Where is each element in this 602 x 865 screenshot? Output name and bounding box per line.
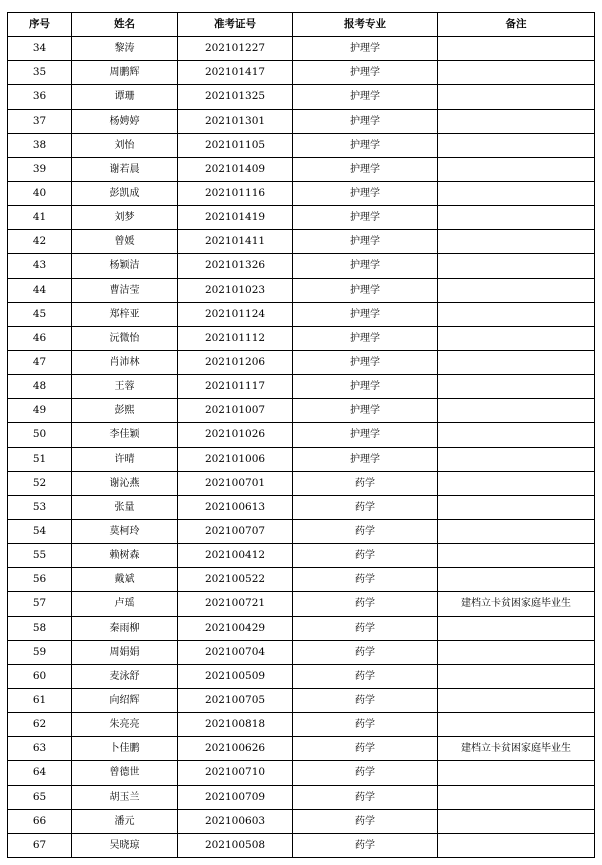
cell-exam-id: 202100721 [178, 592, 293, 616]
cell-major: 护理学 [293, 375, 438, 399]
cell-exam-id: 202100613 [178, 495, 293, 519]
cell-major: 药学 [293, 761, 438, 785]
cell-name: 许晴 [72, 447, 178, 471]
cell-major: 护理学 [293, 350, 438, 374]
cell-name: 周娟娟 [72, 640, 178, 664]
cell-index: 42 [8, 230, 72, 254]
cell-index: 61 [8, 688, 72, 712]
cell-remark [438, 181, 595, 205]
cell-index: 44 [8, 278, 72, 302]
table-row [8, 833, 595, 857]
cell-index: 37 [8, 109, 72, 133]
cell-major: 药学 [293, 809, 438, 833]
cell-name: 周鹏辉 [72, 61, 178, 85]
cell-index: 53 [8, 495, 72, 519]
cell-remark [438, 495, 595, 519]
cell-major: 护理学 [293, 181, 438, 205]
table-row [8, 375, 595, 399]
cell-major: 药学 [293, 616, 438, 640]
table-row [8, 423, 595, 447]
table-row [8, 157, 595, 181]
cell-remark [438, 616, 595, 640]
cell-name: 彭凯成 [72, 181, 178, 205]
cell-major: 护理学 [293, 254, 438, 278]
table-row [8, 447, 595, 471]
cell-exam-id: 202101409 [178, 157, 293, 181]
cell-major: 药学 [293, 785, 438, 809]
table-row [8, 61, 595, 85]
cell-name: 张量 [72, 495, 178, 519]
table-row [8, 302, 595, 326]
cell-exam-id: 202101116 [178, 181, 293, 205]
cell-major: 护理学 [293, 302, 438, 326]
cell-remark [438, 230, 595, 254]
table-row [8, 713, 595, 737]
cell-exam-id: 202101206 [178, 350, 293, 374]
cell-name: 曹洁莹 [72, 278, 178, 302]
cell-name: 曾德世 [72, 761, 178, 785]
cell-remark [438, 133, 595, 157]
cell-major: 护理学 [293, 278, 438, 302]
cell-remark [438, 254, 595, 278]
table-row [8, 519, 595, 543]
cell-major: 护理学 [293, 157, 438, 181]
cell-index: 40 [8, 181, 72, 205]
cell-name: 谢若晨 [72, 157, 178, 181]
cell-index: 55 [8, 544, 72, 568]
cell-exam-id: 202101301 [178, 109, 293, 133]
cell-remark [438, 447, 595, 471]
cell-index: 54 [8, 519, 72, 543]
cell-exam-id: 202101411 [178, 230, 293, 254]
cell-remark [438, 568, 595, 592]
cell-remark [438, 399, 595, 423]
table-row [8, 230, 595, 254]
cell-exam-id: 202100709 [178, 785, 293, 809]
cell-exam-id: 202101326 [178, 254, 293, 278]
cell-major: 药学 [293, 737, 438, 761]
cell-index: 45 [8, 302, 72, 326]
cell-exam-id: 202101419 [178, 206, 293, 230]
cell-major: 药学 [293, 471, 438, 495]
table-row [8, 399, 595, 423]
header-index: 序号 [8, 13, 72, 37]
table-row [8, 688, 595, 712]
cell-exam-id: 202100508 [178, 833, 293, 857]
cell-major: 护理学 [293, 423, 438, 447]
cell-name: 杨颖洁 [72, 254, 178, 278]
header-remark: 备注 [438, 13, 595, 37]
cell-exam-id: 202100603 [178, 809, 293, 833]
cell-major: 药学 [293, 833, 438, 857]
cell-remark [438, 423, 595, 447]
table-row [8, 568, 595, 592]
cell-major: 护理学 [293, 109, 438, 133]
cell-index: 62 [8, 713, 72, 737]
cell-remark [438, 109, 595, 133]
table-row [8, 592, 595, 616]
table-row [8, 181, 595, 205]
cell-major: 护理学 [293, 447, 438, 471]
cell-index: 38 [8, 133, 72, 157]
cell-exam-id: 202100710 [178, 761, 293, 785]
cell-remark [438, 761, 595, 785]
cell-major: 药学 [293, 519, 438, 543]
cell-exam-id: 202100818 [178, 713, 293, 737]
cell-major: 护理学 [293, 85, 438, 109]
cell-major: 护理学 [293, 133, 438, 157]
cell-index: 41 [8, 206, 72, 230]
cell-exam-id: 202100701 [178, 471, 293, 495]
table-row [8, 664, 595, 688]
cell-remark: 建档立卡贫困家庭毕业生 [438, 737, 595, 761]
header-name: 姓名 [72, 13, 178, 37]
cell-major: 药学 [293, 544, 438, 568]
cell-index: 51 [8, 447, 72, 471]
cell-exam-id: 202100626 [178, 737, 293, 761]
cell-name: 吴晓琼 [72, 833, 178, 857]
cell-remark [438, 326, 595, 350]
table-row [8, 109, 595, 133]
cell-index: 43 [8, 254, 72, 278]
cell-name: 谢沁燕 [72, 471, 178, 495]
cell-remark [438, 278, 595, 302]
cell-name: 戴斌 [72, 568, 178, 592]
cell-name: 莫柯玲 [72, 519, 178, 543]
cell-exam-id: 202101006 [178, 447, 293, 471]
table-row [8, 326, 595, 350]
cell-remark [438, 688, 595, 712]
cell-exam-id: 202101007 [178, 399, 293, 423]
cell-name: 卢瑶 [72, 592, 178, 616]
cell-major: 护理学 [293, 206, 438, 230]
cell-major: 护理学 [293, 326, 438, 350]
cell-index: 52 [8, 471, 72, 495]
cell-index: 58 [8, 616, 72, 640]
cell-remark [438, 85, 595, 109]
cell-major: 药学 [293, 688, 438, 712]
cell-remark [438, 544, 595, 568]
cell-remark [438, 713, 595, 737]
cell-exam-id: 202101105 [178, 133, 293, 157]
cell-exam-id: 202101124 [178, 302, 293, 326]
cell-remark [438, 833, 595, 857]
cell-index: 67 [8, 833, 72, 857]
cell-name: 向绍辉 [72, 688, 178, 712]
cell-name: 彭熙 [72, 399, 178, 423]
table-row [8, 737, 595, 761]
cell-exam-id: 202101112 [178, 326, 293, 350]
table-row [8, 254, 595, 278]
cell-name: 麦泳舒 [72, 664, 178, 688]
cell-remark [438, 157, 595, 181]
cell-major: 药学 [293, 713, 438, 737]
cell-major: 护理学 [293, 37, 438, 61]
cell-major: 护理学 [293, 61, 438, 85]
table-row [8, 544, 595, 568]
cell-name: 刘怡 [72, 133, 178, 157]
cell-name: 王蓉 [72, 375, 178, 399]
cell-name: 肖沛林 [72, 350, 178, 374]
cell-name: 杨娉婷 [72, 109, 178, 133]
cell-exam-id: 202101117 [178, 375, 293, 399]
table-row [8, 809, 595, 833]
cell-exam-id: 202101227 [178, 37, 293, 61]
cell-name: 潘元 [72, 809, 178, 833]
cell-index: 63 [8, 737, 72, 761]
cell-name: 沅微怡 [72, 326, 178, 350]
cell-exam-id: 202100704 [178, 640, 293, 664]
header-exam-id: 准考证号 [178, 13, 293, 37]
cell-name: 胡玉兰 [72, 785, 178, 809]
cell-remark [438, 809, 595, 833]
cell-remark [438, 471, 595, 495]
cell-name: 李佳颖 [72, 423, 178, 447]
cell-index: 50 [8, 423, 72, 447]
cell-index: 46 [8, 326, 72, 350]
cell-exam-id: 202101325 [178, 85, 293, 109]
cell-index: 56 [8, 568, 72, 592]
table-row [8, 133, 595, 157]
cell-index: 49 [8, 399, 72, 423]
cell-name: 赖树森 [72, 544, 178, 568]
cell-name: 谭珊 [72, 85, 178, 109]
table-row [8, 616, 595, 640]
cell-remark [438, 302, 595, 326]
cell-exam-id: 202100705 [178, 688, 293, 712]
table-row [8, 37, 595, 61]
table-row [8, 85, 595, 109]
header-major: 报考专业 [293, 13, 438, 37]
table-row [8, 785, 595, 809]
cell-remark [438, 37, 595, 61]
cell-index: 47 [8, 350, 72, 374]
cell-exam-id: 202101023 [178, 278, 293, 302]
table-row [8, 640, 595, 664]
cell-name: 朱亮亮 [72, 713, 178, 737]
cell-remark [438, 375, 595, 399]
cell-remark [438, 350, 595, 374]
cell-index: 59 [8, 640, 72, 664]
cell-index: 64 [8, 761, 72, 785]
table-row [8, 206, 595, 230]
cell-major: 护理学 [293, 230, 438, 254]
cell-name: 郑梓亚 [72, 302, 178, 326]
cell-index: 57 [8, 592, 72, 616]
cell-index: 65 [8, 785, 72, 809]
cell-remark [438, 206, 595, 230]
cell-exam-id: 202101417 [178, 61, 293, 85]
cell-name: 秦雨柳 [72, 616, 178, 640]
cell-major: 药学 [293, 495, 438, 519]
cell-major: 护理学 [293, 399, 438, 423]
cell-remark [438, 785, 595, 809]
cell-index: 66 [8, 809, 72, 833]
results-table-container [7, 12, 594, 858]
cell-major: 药学 [293, 568, 438, 592]
cell-remark [438, 61, 595, 85]
cell-index: 48 [8, 375, 72, 399]
cell-remark [438, 664, 595, 688]
table-body [8, 37, 595, 858]
candidate-table [7, 12, 595, 858]
cell-major: 药学 [293, 640, 438, 664]
table-row [8, 761, 595, 785]
cell-remark: 建档立卡贫困家庭毕业生 [438, 592, 595, 616]
cell-name: 曾媛 [72, 230, 178, 254]
cell-exam-id: 202100509 [178, 664, 293, 688]
table-row [8, 350, 595, 374]
cell-index: 34 [8, 37, 72, 61]
cell-remark [438, 640, 595, 664]
cell-exam-id: 202100707 [178, 519, 293, 543]
cell-exam-id: 202100429 [178, 616, 293, 640]
table-row [8, 495, 595, 519]
cell-exam-id: 202101026 [178, 423, 293, 447]
cell-name: 黎涛 [72, 37, 178, 61]
cell-exam-id: 202100522 [178, 568, 293, 592]
cell-index: 35 [8, 61, 72, 85]
cell-index: 39 [8, 157, 72, 181]
table-row [8, 471, 595, 495]
table-header-row [8, 13, 595, 37]
cell-name: 卜佳鹏 [72, 737, 178, 761]
cell-index: 36 [8, 85, 72, 109]
cell-name: 刘梦 [72, 206, 178, 230]
table-row [8, 278, 595, 302]
cell-major: 药学 [293, 664, 438, 688]
cell-major: 药学 [293, 592, 438, 616]
cell-remark [438, 519, 595, 543]
cell-exam-id: 202100412 [178, 544, 293, 568]
cell-index: 60 [8, 664, 72, 688]
